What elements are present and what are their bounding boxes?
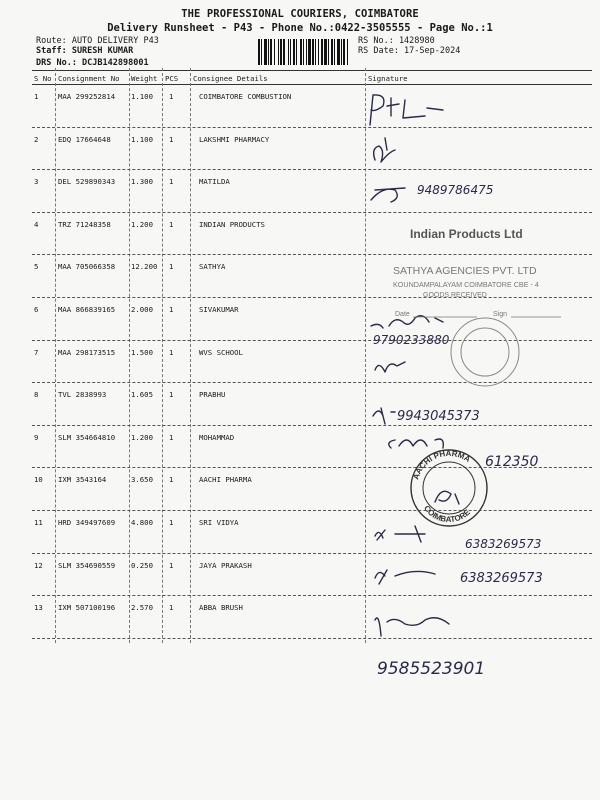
round-stamp <box>451 318 519 386</box>
col-header-consignee: Consignee Details <box>193 74 268 83</box>
row-weight: 1.200 <box>131 219 153 229</box>
row-consignment-no: IXM 507100196 <box>58 603 116 613</box>
row-sno: 8 <box>34 390 39 400</box>
drs-number: DRS No.: DCJB142898001 <box>36 58 149 68</box>
row-pcs: 1 <box>169 262 174 272</box>
handwritten-phone-row-6: 9790233880 <box>373 333 450 347</box>
row-consignee: WVS SCHOOL <box>199 347 243 357</box>
row-weight: 3.650 <box>131 475 153 485</box>
row-weight: 4.800 <box>131 518 153 527</box>
row-sno: 2 <box>34 134 39 144</box>
row-pcs: 1 <box>169 560 174 570</box>
row-consignment-no: MAA 866839165 <box>58 305 116 314</box>
table-top-rule <box>32 70 592 71</box>
row-weight: 1.300 <box>131 177 153 187</box>
row-sno: 4 <box>34 219 39 229</box>
column-divider <box>129 68 130 643</box>
row-consignee: JAYA PRAKASH <box>199 560 252 570</box>
signature-row-1 <box>370 95 443 125</box>
row-weight: 2.000 <box>131 305 153 314</box>
row-consignment-no: MAA 299252814 <box>58 92 116 101</box>
signature-area <box>365 90 595 690</box>
signature-row-8 <box>373 408 395 424</box>
row-consignment-no: DEL 529890343 <box>58 177 116 187</box>
row-sno: 3 <box>34 177 39 187</box>
row-pcs: 1 <box>169 219 174 229</box>
rs-date: RS Date: 17-Sep-2024 <box>358 46 461 56</box>
row-pcs: 1 <box>169 134 174 144</box>
row-weight: 1.605 <box>131 390 153 400</box>
row-consignee: COIMBATORE COMBUSTION <box>199 92 292 101</box>
handwritten-phone-row-8: 9943045373 <box>397 409 480 424</box>
svg-text:GOODS RECEIVED: GOODS RECEIVED <box>423 292 487 299</box>
svg-text:COIMBATORE: COIMBATORE <box>421 503 472 525</box>
row-consignee: LAKSHMI PHARMACY <box>199 134 270 144</box>
row-pcs: 1 <box>169 518 174 527</box>
row-sno: 5 <box>34 262 39 272</box>
row-sno: 12 <box>34 560 43 570</box>
signature-row-3 <box>371 188 405 202</box>
column-divider <box>162 68 163 643</box>
row-consignee: PRABHU <box>199 390 226 400</box>
row-consignee: SIVAKUMAR <box>199 305 239 314</box>
handwritten-phone-row-12: 6383269573 <box>460 571 543 586</box>
row-consignee: SATHYA <box>199 262 226 272</box>
row-consignment-no: MAA 705066358 <box>58 262 116 272</box>
row-weight: 2.570 <box>131 603 153 613</box>
handwritten-phone-row-13: 9585523901 <box>377 659 486 679</box>
svg-text:SATHYA AGENCIES PVT. LTD: SATHYA AGENCIES PVT. LTD <box>393 265 537 277</box>
row-pcs: 1 <box>169 475 174 485</box>
route-label: Route: AUTO DELIVERY P43 <box>36 36 159 46</box>
row-consignee: AACHI PHARMA <box>199 475 252 485</box>
handwritten-phone-row-3: 9489786475 <box>417 183 494 197</box>
row-sno: 6 <box>34 305 39 314</box>
row-consignee: SRI VIDYA <box>199 518 239 527</box>
indian-products-stamp: Indian Products Ltd <box>410 227 523 241</box>
col-header-signature: Signature <box>368 74 408 83</box>
row-consignee: INDIAN PRODUCTS <box>199 219 265 229</box>
svg-text:Date: Date <box>395 311 410 318</box>
row-consignee: MOHAMMAD <box>199 432 235 442</box>
row-sno: 1 <box>34 92 39 101</box>
col-header-consignment: Consignment No <box>58 74 120 83</box>
row-pcs: 1 <box>169 177 174 187</box>
row-pcs: 1 <box>169 347 174 357</box>
row-sno: 11 <box>34 518 43 527</box>
row-consignment-no: SLM 354664810 <box>58 432 116 442</box>
row-consignment-no: TRZ 71248358 <box>58 219 111 229</box>
row-weight: 12.200 <box>131 262 158 272</box>
col-header-pcs: PCS <box>165 74 179 83</box>
row-weight: 0.250 <box>131 560 153 570</box>
row-pcs: 1 <box>169 92 174 101</box>
handwritten-phone-row-11: 6383269573 <box>465 537 542 551</box>
barcode <box>258 39 350 65</box>
row-weight: 1.500 <box>131 347 153 357</box>
signature-row-11 <box>375 526 425 542</box>
row-sno: 10 <box>34 475 43 485</box>
column-divider <box>55 68 56 643</box>
row-consignment-no: SLM 354690559 <box>58 560 116 570</box>
row-pcs: 1 <box>169 603 174 613</box>
svg-text:Sign: Sign <box>493 311 508 318</box>
signature-row-2 <box>374 138 395 162</box>
svg-text:AACHI PHARMA: AACHI PHARMA <box>411 448 472 481</box>
row-consignment-no: EDQ 17664648 <box>58 134 111 144</box>
row-weight: 1.200 <box>131 432 153 442</box>
row-weight: 1.100 <box>131 92 153 101</box>
row-consignment-no: IXM 3543164 <box>58 475 107 485</box>
signature-row-7 <box>375 362 405 372</box>
row-consignment-no: HRD 349497609 <box>58 518 116 527</box>
row-consignee: MATILDA <box>199 177 230 187</box>
row-pcs: 1 <box>169 305 174 314</box>
sathya-agencies-stamp <box>393 265 561 318</box>
row-consignee: ABBA BRUSH <box>199 603 243 613</box>
row-sno: 9 <box>34 432 39 442</box>
column-divider <box>190 68 191 643</box>
row-pcs: 1 <box>169 432 174 442</box>
row-weight: 1.100 <box>131 134 153 144</box>
col-header-sno: S No <box>34 74 52 83</box>
row-consignment-no: MAA 298173515 <box>58 347 116 357</box>
handwritten-phone-row-9: 612350 <box>485 454 539 470</box>
row-pcs: 1 <box>169 390 174 400</box>
aachi-pharma-stamp <box>411 449 487 526</box>
staff-label: Staff: SURESH KUMAR <box>36 46 134 56</box>
signature-row-13 <box>375 618 449 636</box>
row-sno: 13 <box>34 603 43 613</box>
company-title: THE PROFESSIONAL COURIERS, COIMBATORE <box>181 8 419 20</box>
signature-row-12 <box>375 570 435 584</box>
signature-row-10 <box>435 491 459 504</box>
rs-number: RS No.: 1428980 <box>358 36 435 46</box>
signature-row-9 <box>389 439 444 448</box>
row-consignment-no: TVL 2838993 <box>58 390 107 400</box>
svg-text:KOUNDAMPALAYAM COIMBATORE CBE: KOUNDAMPALAYAM COIMBATORE CBE - 4 <box>393 280 539 289</box>
row-sno: 7 <box>34 347 39 357</box>
table-header-rule <box>32 84 592 85</box>
runsheet-subtitle: Delivery Runsheet - P43 - Phone No.:0422-3505555 - Page No.:1 <box>107 22 493 34</box>
col-header-weight: Weight <box>131 74 158 83</box>
